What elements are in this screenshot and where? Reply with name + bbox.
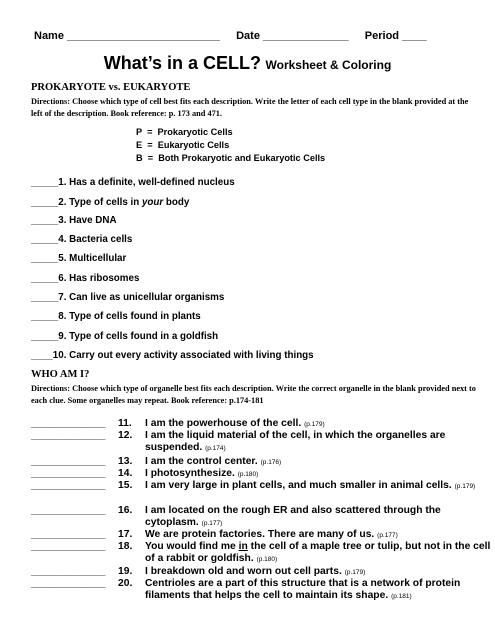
clue-row [31, 541, 491, 565]
answer-blank[interactable]: _____ [31, 253, 59, 264]
clue-text: I am the powerhouse of the cell. [145, 418, 302, 429]
date-blank: ______________ [263, 30, 349, 42]
answer-blank[interactable]: _____________ [31, 468, 106, 479]
answer-blank[interactable]: _____________ [31, 418, 106, 429]
question-row [31, 215, 117, 226]
date-label: Date [236, 30, 260, 42]
clue-body [145, 541, 491, 566]
clue-text: I am very large in plant cells, and much smaller in animal cells. [145, 480, 452, 491]
question-text: Multicellular [69, 253, 127, 264]
clue-number: 15. [118, 480, 133, 491]
question-text-end: body [163, 197, 190, 208]
question-text: Can live as unicellular organisms [69, 292, 225, 303]
period-label: Period [364, 30, 400, 42]
clue-text-end: the cell of a maple tree or tulip, but not in the cell of a rabbit or goldfish. [145, 541, 491, 565]
question-row [31, 331, 218, 342]
answer-blank[interactable]: _____________ [31, 480, 106, 491]
name-label: Name [34, 30, 64, 42]
clue-number: 20. [118, 578, 133, 589]
page-reference: (p.179) [344, 569, 366, 576]
page-reference: (p.177) [377, 532, 398, 539]
clue-number: 18. [118, 541, 133, 552]
clue-text: I am the control center. [145, 456, 258, 467]
clue-body [145, 505, 491, 530]
question-text: Carry out every activity associated with living things [69, 350, 314, 361]
title-sub: Worksheet & Coloring [265, 58, 392, 72]
question-text: Type of cells in [69, 197, 142, 208]
question-row [31, 273, 139, 284]
section1-heading: PROKARYOTE vs. EUKARYOTE [31, 82, 191, 93]
answer-blank[interactable]: _____________ [31, 541, 106, 552]
clue-text: Centrioles are a part of this structure that is a network of protein filaments that helps the cell to maintain its shape. [145, 578, 461, 602]
clue-row [31, 430, 491, 454]
clue-text: I am located on the rough ER and also scattered through the cytoplasm. [145, 505, 441, 529]
clue-body [145, 430, 491, 455]
page-reference: (p.177) [201, 520, 223, 528]
question-number: 6. [58, 273, 67, 284]
page-reference: (p.179) [454, 483, 476, 490]
question-text: Bacteria cells [69, 234, 133, 245]
question-text: Type of cells found in a goldfish [69, 331, 219, 342]
answer-blank[interactable]: _____ [31, 273, 59, 284]
question-text: Have DNA [69, 215, 117, 226]
answer-blank[interactable]: _____ [31, 177, 59, 188]
question-number: 7. [58, 292, 67, 303]
question-row [31, 292, 224, 303]
title-main: What’s in a CELL? [103, 53, 262, 73]
question-number: 8. [58, 311, 67, 322]
section1-directions: Directions: Choose which type of cell best fits each description. Write the letter of each cell type in the blank provided at the left of the description. Book reference: p. 173 and 471. [31, 97, 469, 118]
question-number: 4. [58, 234, 67, 245]
key-line-p: P = Prokaryotic Cells [136, 127, 233, 137]
question-number: 9. [58, 331, 67, 342]
question-number: 2. [58, 197, 67, 208]
question-row [31, 350, 314, 361]
answer-blank[interactable]: _____ [31, 215, 59, 226]
key-line-b: B = Both Prokaryotic and Eukaryotic Cells [136, 153, 326, 163]
question-number: 1. [58, 177, 67, 188]
answer-blank[interactable]: _____________ [31, 505, 106, 516]
answer-blank[interactable]: _____________ [31, 566, 106, 577]
question-number: 10. [52, 350, 67, 361]
answer-blank[interactable]: _____________ [31, 578, 106, 589]
answer-blank[interactable]: ____ [31, 350, 53, 361]
period-blank: ____ [402, 30, 427, 42]
student-info-header [34, 30, 465, 42]
answer-blank[interactable]: _____ [31, 292, 59, 303]
clue-number: 12. [118, 430, 133, 441]
page-title [0, 53, 495, 74]
question-text: Type of cells found in plants [69, 311, 201, 322]
page-reference: (p.174) [205, 445, 226, 453]
clue-text: I breakdown old and worn out cell parts. [145, 566, 342, 577]
clue-number: 13. [118, 456, 133, 467]
answer-blank[interactable]: _____________ [31, 456, 106, 467]
section2-heading: WHO AM I? [31, 369, 90, 380]
section2-directions: Directions: Choose which type of organelle best fits each description. Write the correct organelle in the blank provided next to each clue. Some organelles may repeat. Book reference: p.174-181 [31, 384, 476, 405]
answer-blank[interactable]: _____________ [31, 430, 106, 441]
clue-number: 16. [118, 505, 133, 516]
answer-blank[interactable]: _____ [31, 234, 59, 245]
clue-number: 17. [118, 529, 133, 540]
clue-text: I am the liquid material of the cell, in which the organelles are suspended. [145, 430, 446, 454]
question-number: 3. [58, 215, 67, 226]
answer-blank[interactable]: _____ [31, 197, 59, 208]
clue-row [31, 480, 491, 492]
question-row [31, 253, 126, 264]
clue-body [145, 480, 491, 493]
question-row [31, 177, 235, 188]
key-line-e: E = Eukaryotic Cells [136, 140, 230, 150]
clue-number: 11. [118, 418, 132, 429]
question-number: 5. [58, 253, 67, 264]
question-row [31, 311, 201, 322]
question-text: Has a definite, well-defined nucleus [69, 177, 235, 188]
clue-underlined-word: in [238, 541, 248, 552]
clue-row [31, 418, 491, 430]
clue-row [31, 468, 491, 480]
question-row [31, 197, 189, 208]
clue-row [31, 566, 491, 578]
clue-text: I photosynthesize. [145, 468, 235, 479]
clue-row [31, 529, 491, 541]
answer-blank[interactable]: _____ [31, 311, 59, 322]
question-row [31, 234, 132, 245]
clue-number: 14. [118, 468, 133, 479]
answer-blank[interactable]: _____________ [31, 529, 106, 540]
clue-row [31, 578, 491, 602]
question-emphasis: your [141, 197, 164, 208]
page-reference: (p.179) [304, 421, 325, 428]
question-text: Has ribosomes [69, 273, 140, 284]
page-reference: (p.180) [237, 471, 259, 478]
clue-number: 19. [118, 566, 133, 577]
clue-text: You would find me [145, 541, 239, 552]
clue-row [31, 505, 491, 529]
answer-blank[interactable]: _____ [31, 331, 59, 342]
page-reference: (p.176) [260, 459, 282, 466]
clue-body [145, 578, 491, 603]
name-blank: _________________________ [67, 30, 220, 42]
page-reference: (p.180) [256, 556, 278, 564]
clue-row [31, 456, 491, 468]
clue-text: We are protein factories. There are many of us. [145, 529, 375, 540]
page-reference: (p.181) [391, 593, 412, 601]
